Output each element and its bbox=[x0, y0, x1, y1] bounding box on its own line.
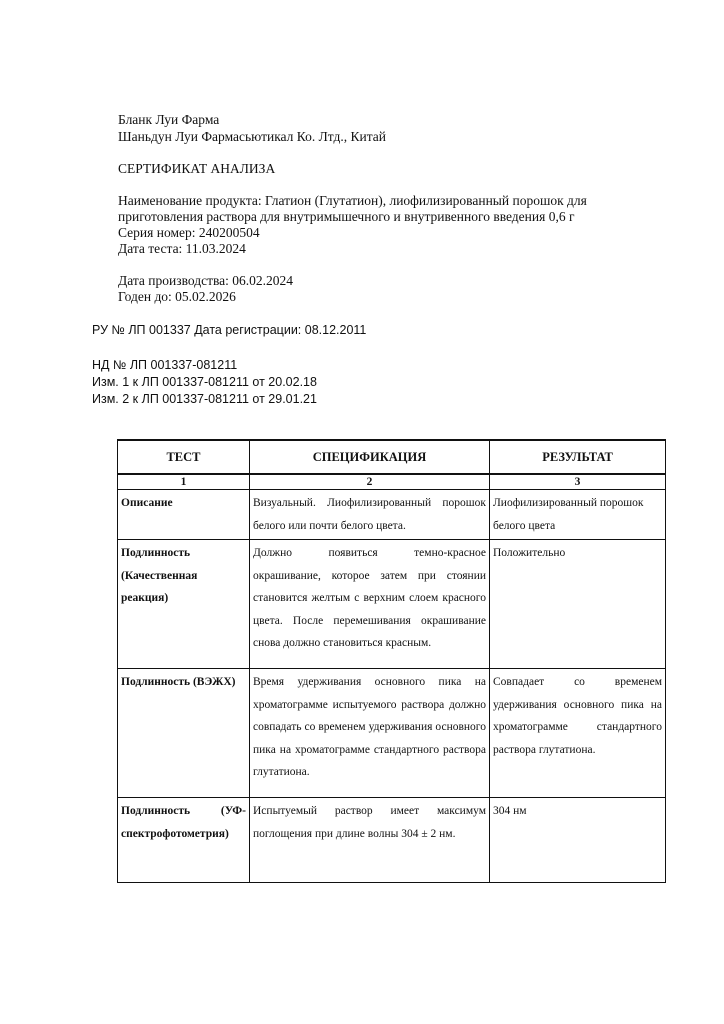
letterhead: Бланк Луи Фарма bbox=[118, 112, 220, 127]
manufacture-date: Дата производства: 06.02.2024 bbox=[118, 273, 294, 288]
test-name: Описание bbox=[118, 490, 250, 540]
specification-text: Время удерживания основного пика на хроматограмме испытуемого раствора должно совпадать со временем удерживания основного пика на хроматограмме стандартного раствора глутатиона. bbox=[250, 669, 490, 798]
test-name: Подлинность (Качественная реакция) bbox=[118, 540, 250, 669]
test-date: Дата теста: 11.03.2024 bbox=[118, 241, 246, 256]
specification-text: Испытуемый раствор имеет максимум поглощения при длине волны 304 ± 2 нм. bbox=[250, 798, 490, 883]
column-number: 3 bbox=[490, 474, 666, 490]
product-name-line-2: приготовления раствора для внутримышечного и внутривенного введения 0,6 г bbox=[118, 209, 575, 224]
test-name: Подлинность (УФ-спектрофотометрия) bbox=[118, 798, 250, 883]
result-text: 304 нм bbox=[490, 798, 666, 883]
table-row bbox=[118, 490, 666, 540]
table-header-row bbox=[118, 440, 666, 474]
change-1-line: Изм. 1 к ЛП 001337-081211 от 20.02.18 bbox=[92, 375, 317, 389]
column-number: 2 bbox=[250, 474, 490, 490]
result-text: Совпадает со временем удерживания основного пика на хроматограмме стандартного раствора глутатиона. bbox=[490, 669, 666, 798]
analysis-table bbox=[117, 439, 666, 883]
company-name: Шаньдун Луи Фармасьютикал Ко. Лтд., Китай bbox=[118, 129, 386, 144]
result-text: Положительно bbox=[490, 540, 666, 669]
header-spec: СПЕЦИФИКАЦИЯ bbox=[250, 440, 490, 474]
expiry-date: Годен до: 05.02.2026 bbox=[118, 289, 236, 304]
header-test: ТЕСТ bbox=[118, 440, 250, 474]
result-text: Лиофилизированный порошок белого цвета bbox=[490, 490, 666, 540]
column-number-row bbox=[118, 474, 666, 490]
product-name-line-1: Наименование продукта: Глатион (Глутатион), лиофилизированный порошок для bbox=[118, 193, 587, 208]
batch-number: Серия номер: 240200504 bbox=[118, 225, 260, 240]
change-2-line: Изм. 2 к ЛП 001337-081211 от 29.01.21 bbox=[92, 392, 317, 406]
document-title: СЕРТИФИКАТ АНАЛИЗА bbox=[118, 161, 276, 176]
specification-text: Визуальный. Лиофилизированный порошок белого или почти белого цвета. bbox=[250, 490, 490, 540]
header-result: РЕЗУЛЬТАТ bbox=[490, 440, 666, 474]
table-row bbox=[118, 540, 666, 669]
registration-line: РУ № ЛП 001337 Дата регистрации: 08.12.2011 bbox=[92, 323, 367, 337]
nd-line: НД № ЛП 001337-081211 bbox=[92, 358, 238, 372]
test-name: Подлинность (ВЭЖХ) bbox=[118, 669, 250, 798]
column-number: 1 bbox=[118, 474, 250, 490]
specification-text: Должно появиться темно-красное окрашивание, которое затем при стоянии становится желтым с верхним слоем красного цвета. После перемешивания окрашивание снова должно становиться красным. bbox=[250, 540, 490, 669]
table-row bbox=[118, 669, 666, 798]
table-row bbox=[118, 798, 666, 883]
